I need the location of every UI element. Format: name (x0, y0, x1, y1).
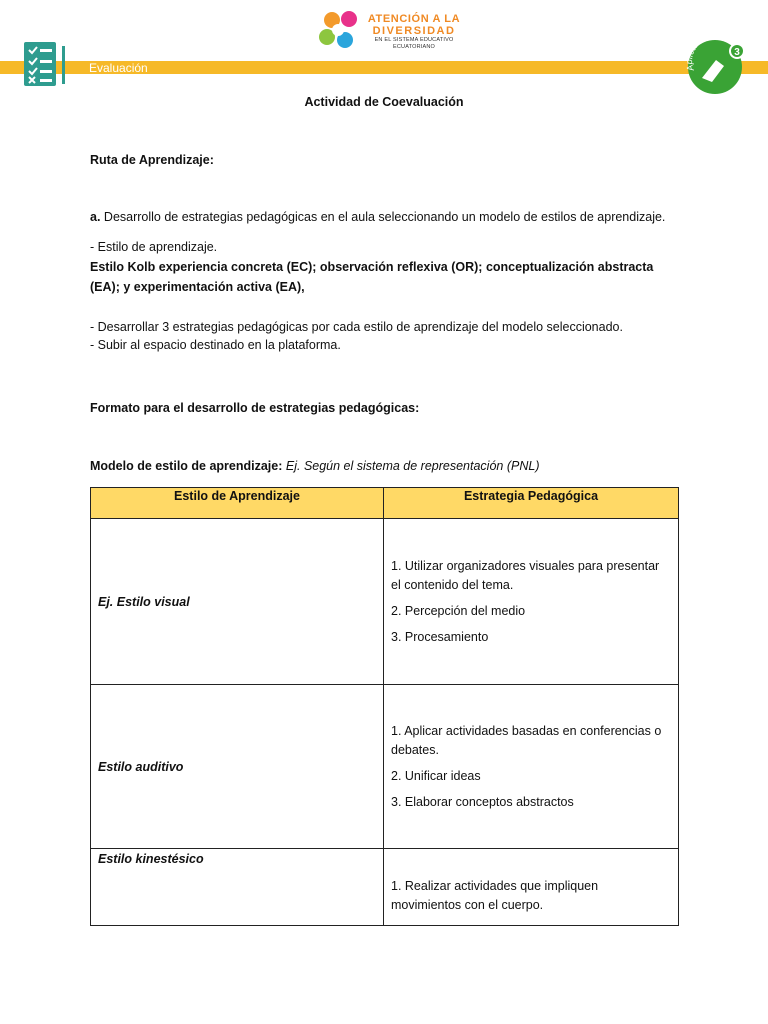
model-example: Ej. Según el sistema de representación (PNL) (282, 459, 540, 473)
instruction-1: - Desarrollar 3 estrategias pedagógicas por cada estilo de aprendizaje del modelo seleccionado. (90, 320, 623, 334)
model-line (90, 456, 678, 476)
logo-line-1: ATENCIÓN A LA (367, 13, 461, 25)
table-row (91, 685, 679, 849)
strategy-cell (384, 519, 679, 685)
kolb-text: Estilo Kolb experiencia concreta (EC); observación reflexiva (OR); conceptualización abstracta (EA); y experimentación activa (EA), (90, 260, 654, 294)
strategy-cell (384, 849, 679, 926)
logo-line-3: EN EL SISTEMA EDUCATIVO (374, 37, 454, 43)
header-learning-style: Estilo de Aprendizaje (91, 488, 384, 519)
strategy-item: 2. Unificar ideas (391, 768, 481, 783)
format-heading: Formato para el desarrollo de estrategias pedagógicas: (90, 401, 420, 415)
strategy-item: 1. Utilizar organizadores visuales para presentar el contenido del tema. (391, 558, 660, 592)
strategy-table (90, 487, 679, 926)
item-a-text: Desarrollo de estrategias pedagógicas en el aula seleccionando un modelo de estilos de aprendizaje. (100, 210, 666, 224)
model-label: Modelo de estilo de aprendizaje: (90, 459, 283, 473)
item-a (90, 207, 678, 227)
strategy-item: 3. Procesamiento (391, 629, 489, 644)
strategy-item: 1. Aplicar actividades basadas en conferencias o debates. (391, 723, 662, 757)
header-strategy: Estrategia Pedagógica (384, 488, 679, 519)
logo-line-2: DIVERSIDAD (372, 25, 456, 37)
strategy-item: 2. Percepción del medio (391, 603, 526, 618)
table-row (91, 519, 679, 685)
logo (318, 10, 461, 58)
table-header-row (91, 488, 679, 519)
strategy-item: 3. Elaborar conceptos abstractos (391, 794, 574, 809)
route-label: Ruta de Aprendizaje: (90, 153, 214, 167)
style-cell: Estilo kinestésico (91, 849, 384, 926)
checklist-icon (22, 42, 68, 91)
hands-logo-icon (318, 10, 362, 54)
badge-number: 3 (734, 47, 740, 58)
aplicar-badge (680, 30, 750, 103)
logo-line-4: ECUATORIANO (392, 44, 436, 50)
strategy-cell (384, 685, 679, 849)
style-line: - Estilo de aprendizaje. (90, 240, 218, 254)
item-a-prefix: a. (90, 210, 101, 224)
style-cell: Estilo auditivo (91, 685, 384, 849)
instruction-2: - Subir al espacio destinado en la plataforma. (90, 338, 341, 352)
badge-label: Aplicar (684, 39, 701, 73)
table-row (91, 849, 679, 926)
section-label: Evaluación (89, 61, 148, 75)
page-title: Actividad de Coevaluación (304, 95, 464, 109)
style-cell: Ej. Estilo visual (91, 519, 384, 685)
strategy-item: 1. Realizar actividades que impliquen movimientos con el cuerpo. (391, 879, 599, 912)
